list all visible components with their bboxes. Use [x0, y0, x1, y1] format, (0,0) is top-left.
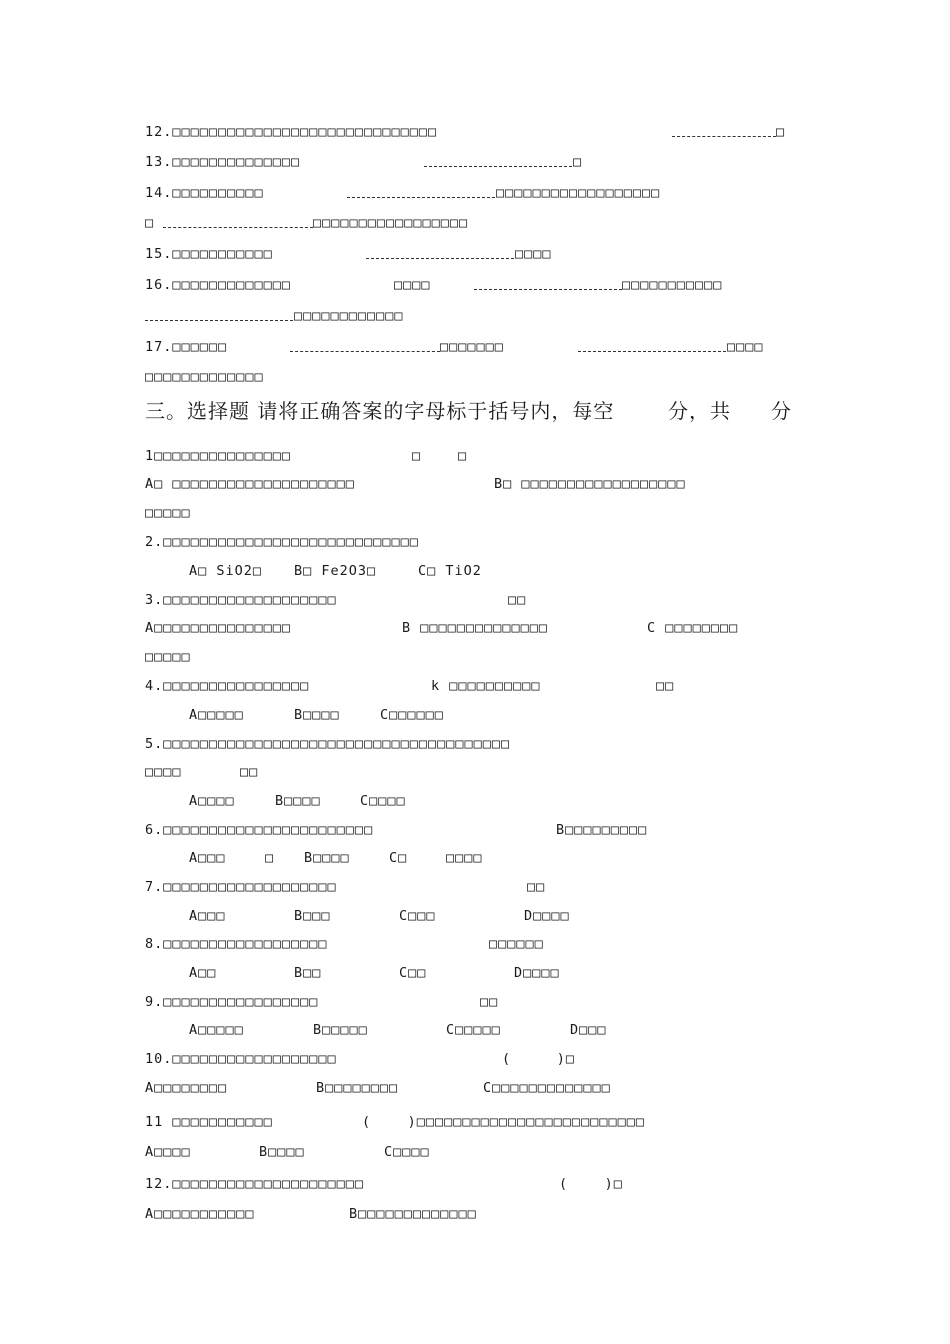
mc-q1-stem-line — [0, 446, 950, 470]
mc-q2-option-c: C□ TiO2 — [418, 563, 482, 579]
mc-q8-options — [0, 963, 950, 987]
fill-q12-line — [0, 122, 950, 146]
mc-q6-option-c: C□ — [389, 850, 408, 866]
mc-q8-option-b: B□□ — [294, 965, 322, 981]
mc-q2-stem: 2.□□□□□□□□□□□□□□□□□□□□□□□□□□□□ — [145, 534, 419, 550]
fill-q13-line — [0, 152, 950, 176]
mc-q11-stem: 11 □□□□□□□□□□□ — [145, 1114, 273, 1130]
mc-q3-option-b: B □□□□□□□□□□□□□□ — [402, 620, 549, 636]
fill-q14-line2-after: □□□□□□□□□□□□□□□□□ — [313, 215, 469, 231]
fill-q16-mid: □□□□ — [394, 277, 431, 293]
mc-q6-stem: 6.□□□□□□□□□□□□□□□□□□□□□□□ — [145, 822, 374, 838]
fill-q16-blank-2 — [145, 320, 293, 321]
mc-q10-stem: 10.□□□□□□□□□□□□□□□□□□ — [145, 1051, 337, 1067]
mc-q12-stem-line — [0, 1174, 950, 1198]
mc-q10-paren: ( )□ — [502, 1051, 576, 1067]
mc-q8-paren: □□□□□□ — [489, 936, 544, 952]
mc-q8-option-c: C□□ — [399, 965, 427, 981]
mc-q8-option-a: A□□ — [189, 965, 217, 981]
mc-q9-stem: 9.□□□□□□□□□□□□□□□□□ — [145, 994, 319, 1010]
mc-q11-option-b: B□□□□ — [259, 1144, 305, 1160]
mc-q9-options — [0, 1020, 950, 1044]
mc-q3-option-a: A□□□□□□□□□□□□□□□ — [145, 620, 292, 636]
mc-q2-stem-line — [0, 532, 950, 556]
fill-q14-line2-start: □ — [145, 215, 155, 231]
fill-q17-after: □□□□ — [727, 339, 764, 355]
mc-q12-paren: ( )□ — [559, 1176, 623, 1192]
section-3-unit-1: 分，共 — [668, 399, 731, 423]
mc-q4-option-c: C□□□□□□ — [380, 707, 444, 723]
fill-q14-text: 14.□□□□□□□□□□ — [145, 185, 264, 201]
mc-q1-option-b: B□ □□□□□□□□□□□□□□□□□□ — [494, 476, 686, 492]
fill-q13-text: 13.□□□□□□□□□□□□□□ — [145, 154, 301, 170]
mc-q2-option-a: A□ SiO2□ — [189, 563, 263, 579]
section-3-title: 三。选择题 请将正确答案的字母标于括号内，每空 — [145, 399, 615, 423]
mc-q1-options — [0, 474, 950, 498]
mc-q7-options — [0, 906, 950, 930]
mc-q6-option-a: A□□□ — [189, 850, 226, 866]
mc-q4-paren: □□ — [656, 678, 675, 694]
mc-q5-cont: □□□□ — [145, 764, 182, 780]
mc-q12-option-b: B□□□□□□□□□□□□□ — [349, 1206, 477, 1222]
mc-q3-cont-line — [0, 647, 950, 671]
section-3-heading — [0, 398, 950, 428]
mc-q8-stem: 8.□□□□□□□□□□□□□□□□□□ — [145, 936, 328, 952]
fill-q16-line-2 — [0, 306, 950, 330]
fill-q16-line — [0, 275, 950, 299]
mc-q11-options — [0, 1142, 950, 1166]
fill-q16-text: 16.□□□□□□□□□□□□□ — [145, 277, 292, 293]
fill-q16-after: □□□□□□□□□□□ — [622, 277, 723, 293]
mc-q5-stem: 5.□□□□□□□□□□□□□□□□□□□□□□□□□□□□□□□□□□□□□□ — [145, 736, 511, 752]
mc-q11-stem-line — [0, 1112, 950, 1136]
fill-q15-line — [0, 244, 950, 268]
mc-q6-option-a-cont: □ — [265, 850, 275, 866]
mc-q1-paren-left: □ — [412, 448, 422, 464]
mc-q10-option-a: A□□□□□□□□ — [145, 1080, 228, 1096]
fill-q12-blank — [672, 136, 776, 137]
fill-q17-blank-1 — [290, 351, 440, 352]
mc-q7-paren: □□ — [527, 879, 546, 895]
mc-q6-mid: B□□□□□□□□□ — [556, 822, 648, 838]
fill-q15-after: □□□□ — [515, 246, 552, 262]
fill-q12-text: 12.□□□□□□□□□□□□□□□□□□□□□□□□□□□□□ — [145, 124, 438, 140]
fill-q17-blank-2 — [578, 351, 726, 352]
fill-q14-blank-1 — [347, 197, 495, 198]
mc-q6-option-c-cont: □□□□ — [446, 850, 483, 866]
mc-q10-options — [0, 1078, 950, 1102]
mc-q1-paren-right: □ — [458, 448, 468, 464]
mc-q4-options — [0, 705, 950, 729]
mc-q9-option-b: B□□□□□ — [313, 1022, 368, 1038]
mc-q11-option-a: A□□□□ — [145, 1144, 191, 1160]
fill-q13-end: □ — [573, 154, 583, 170]
mc-q8-option-d: D□□□□ — [514, 965, 560, 981]
mc-q5-paren: □□ — [240, 764, 259, 780]
mc-q12-option-a: A□□□□□□□□□□□ — [145, 1206, 255, 1222]
fill-q13-blank — [424, 166, 572, 167]
mc-q9-paren: □□ — [480, 994, 499, 1010]
mc-q11-option-c: C□□□□ — [384, 1144, 430, 1160]
fill-q15-blank — [366, 258, 514, 259]
mc-q7-option-c: C□□□ — [399, 908, 436, 924]
fill-q14-blank-2 — [163, 227, 313, 228]
mc-q4-option-b: B□□□□ — [294, 707, 340, 723]
fill-q17-text: 17.□□□□□□ — [145, 339, 228, 355]
mc-q12-stem: 12.□□□□□□□□□□□□□□□□□□□□□ — [145, 1176, 365, 1192]
mc-q3-option-c: C □□□□□□□□ — [647, 620, 739, 636]
mc-q8-stem-line — [0, 934, 950, 958]
mc-q9-stem-line — [0, 992, 950, 1016]
mc-q4-mid: k □□□□□□□□□□ — [431, 678, 541, 694]
mc-q6-option-b: B□□□□ — [304, 850, 350, 866]
mc-q7-option-a: A□□□ — [189, 908, 226, 924]
mc-q4-stem-line — [0, 676, 950, 700]
mc-q3-paren: □□ — [508, 592, 527, 608]
fill-q17-line2: □□□□□□□□□□□□□ — [145, 369, 264, 385]
mc-q11-paren: ( )□□□□□□□□□□□□□□□□□□□□□□□□□ — [362, 1114, 645, 1130]
fill-q17-line-2 — [0, 367, 950, 391]
mc-q1-cont: □□□□□ — [145, 505, 191, 521]
mc-q1-stem: 1□□□□□□□□□□□□□□□ — [145, 448, 292, 464]
mc-q3-cont: □□□□□ — [145, 649, 191, 665]
mc-q2-option-b: B□ Fe2O3□ — [294, 563, 377, 579]
fill-q15-text: 15.□□□□□□□□□□□ — [145, 246, 273, 262]
mc-q5-option-a: A□□□□ — [189, 793, 235, 809]
mc-q1-option-a: A□ □□□□□□□□□□□□□□□□□□□□ — [145, 476, 355, 492]
mc-q7-stem-line — [0, 877, 950, 901]
mc-q10-option-c: C□□□□□□□□□□□□□ — [483, 1080, 611, 1096]
mc-q7-option-b: B□□□ — [294, 908, 331, 924]
mc-q12-options — [0, 1204, 950, 1228]
mc-q3-stem-line — [0, 590, 950, 614]
mc-q6-stem-line — [0, 820, 950, 844]
section-3-unit-2: 分 — [771, 399, 792, 423]
mc-q5-options — [0, 791, 950, 815]
fill-q14-after: □□□□□□□□□□□□□□□□□□ — [496, 185, 661, 201]
mc-q6-options — [0, 848, 950, 872]
mc-q5-stem-line — [0, 734, 950, 758]
mc-q5-option-c: C□□□□ — [360, 793, 406, 809]
mc-q9-option-d: D□□□ — [570, 1022, 607, 1038]
mc-q10-option-b: B□□□□□□□□ — [316, 1080, 399, 1096]
fill-q17-line — [0, 337, 950, 361]
fill-q16-line2-after: □□□□□□□□□□□□ — [294, 308, 404, 324]
mc-q5-option-b: B□□□□ — [275, 793, 321, 809]
fill-q17-mid: □□□□□□□ — [440, 339, 504, 355]
mc-q7-option-d: D□□□□ — [524, 908, 570, 924]
mc-q3-options — [0, 618, 950, 642]
fill-q14-line-2 — [0, 213, 950, 237]
mc-q4-option-a: A□□□□□ — [189, 707, 244, 723]
mc-q1-cont-line — [0, 503, 950, 527]
mc-q9-option-c: C□□□□□ — [446, 1022, 501, 1038]
fill-q14-line — [0, 183, 950, 207]
mc-q3-stem: 3.□□□□□□□□□□□□□□□□□□□ — [145, 592, 337, 608]
mc-q5-cont-line — [0, 762, 950, 786]
fill-q16-blank-1 — [474, 289, 622, 290]
mc-q2-options — [0, 561, 950, 585]
mc-q10-stem-line — [0, 1049, 950, 1073]
mc-q4-stem: 4.□□□□□□□□□□□□□□□□ — [145, 678, 310, 694]
mc-q7-stem: 7.□□□□□□□□□□□□□□□□□□□ — [145, 879, 337, 895]
fill-q12-end: □ — [776, 124, 786, 140]
mc-q9-option-a: A□□□□□ — [189, 1022, 244, 1038]
